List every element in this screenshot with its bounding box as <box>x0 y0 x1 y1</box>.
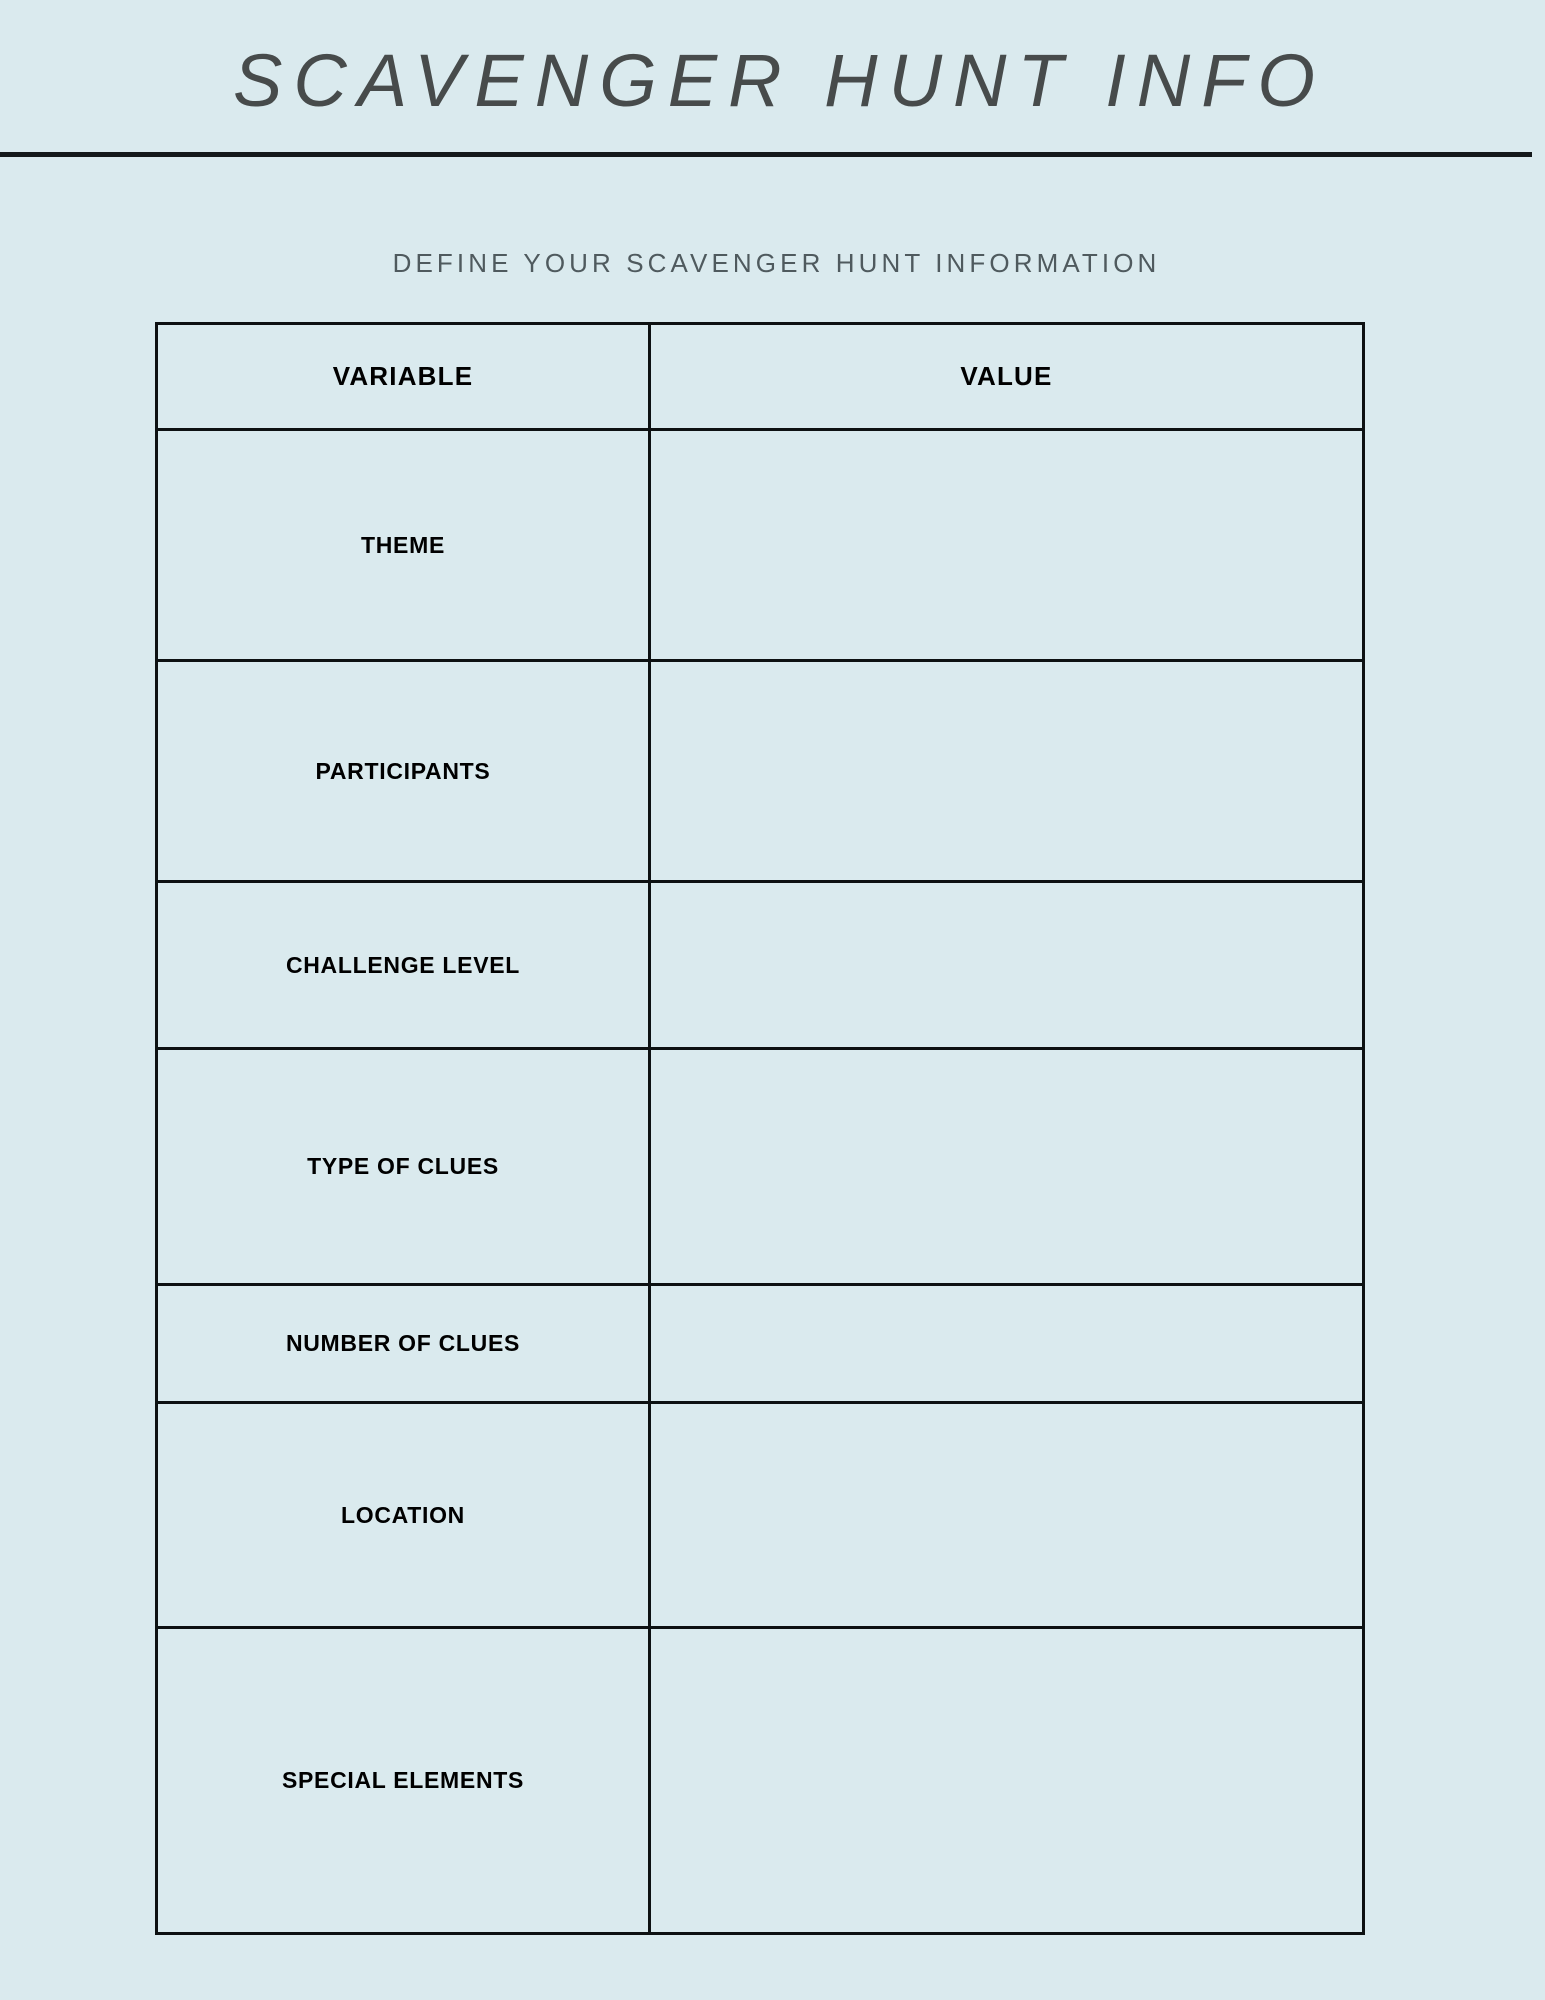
table-header-row <box>157 324 1364 430</box>
table-row <box>157 882 1364 1049</box>
page-header <box>0 0 1545 122</box>
value-field-number-of-clues[interactable] <box>650 1285 1364 1403</box>
page-title: SCAVENGER HUNT INFO <box>233 39 1326 122</box>
value-field-location[interactable] <box>650 1403 1364 1628</box>
table-row <box>157 430 1364 661</box>
table-row <box>157 1403 1364 1628</box>
value-field-type-of-clues[interactable] <box>650 1049 1364 1285</box>
header-divider-rule <box>0 152 1532 157</box>
variable-label-theme: THEME <box>157 430 650 661</box>
variable-label-special-elements: SPECIAL ELEMENTS <box>157 1628 650 1934</box>
variable-label-participants: PARTICIPANTS <box>157 661 650 882</box>
table-row <box>157 1049 1364 1285</box>
variable-label-number-of-clues: NUMBER OF CLUES <box>157 1285 650 1403</box>
value-field-participants[interactable] <box>650 661 1364 882</box>
value-field-challenge-level[interactable] <box>650 882 1364 1049</box>
variable-label-type-of-clues: TYPE OF CLUES <box>157 1049 650 1285</box>
table-body <box>157 430 1364 1934</box>
scavenger-hunt-info-table <box>155 322 1365 1935</box>
value-field-special-elements[interactable] <box>650 1628 1364 1934</box>
column-header-variable: VARIABLE <box>157 324 650 430</box>
column-header-value: VALUE <box>650 324 1364 430</box>
table-row <box>157 661 1364 882</box>
variable-label-challenge-level: CHALLENGE LEVEL <box>157 882 650 1049</box>
table-row <box>157 1628 1364 1934</box>
value-field-theme[interactable] <box>650 430 1364 661</box>
table-row <box>157 1285 1364 1403</box>
variable-label-location: LOCATION <box>157 1403 650 1628</box>
page-subtitle: DEFINE YOUR SCAVENGER HUNT INFORMATION <box>392 248 1161 278</box>
